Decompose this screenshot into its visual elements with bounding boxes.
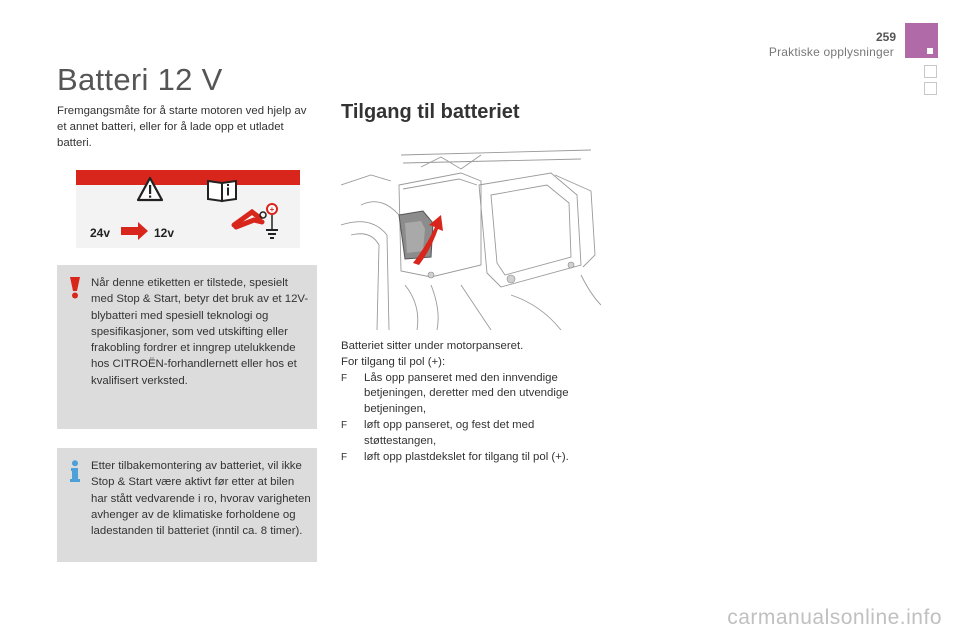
engine-bay-illustration bbox=[341, 145, 601, 330]
info-note bbox=[57, 448, 317, 562]
chapter-tab[interactable] bbox=[905, 23, 938, 58]
warning-note bbox=[57, 265, 317, 429]
pole-access-intro: For tilgang til pol (+): bbox=[341, 355, 446, 368]
location-text: Batteriet sitter under motorpanseret. bbox=[341, 340, 524, 352]
warning-note-text: Når denne etiketten er tilstede, spesielt med Stop & Start, betyr det bruk av et 12V-blybatteri med spesiell teknologi og spesifikasjoner, som ved utskifting eller frakobling fordrer et inngrep utelukkende hos CITROËN-forhandlernett eller hos et kvalifisert verksted. bbox=[91, 277, 309, 387]
page-number: 259 bbox=[875, 30, 896, 44]
section-title: Praktiske opplysninger bbox=[768, 45, 894, 59]
exclamation-icon bbox=[66, 277, 84, 299]
watermark-link[interactable]: carmanualsonline.info bbox=[727, 606, 942, 629]
section-heading: Tilgang til batteriet bbox=[341, 101, 520, 123]
page-title: Batteri 12 V bbox=[57, 62, 223, 97]
label-voltage-24v: 24v bbox=[90, 226, 111, 240]
instruction-step-text: løft opp plastdekslet for tilgang til pol (+). bbox=[364, 450, 569, 463]
instruction-step-text: Lås opp panseret med den innvendige betjeningen, deretter med den utvendige betjeningen, bbox=[364, 371, 569, 416]
bullet-icon: F bbox=[341, 451, 348, 463]
access-instructions bbox=[341, 339, 603, 465]
instruction-step bbox=[341, 371, 603, 418]
intro-paragraph: Fremgangsmåte for å starte motoren ved hjelp av et annet batteri, eller for å lade opp et utladet batteri. bbox=[57, 105, 307, 149]
bullet-icon: F bbox=[341, 419, 348, 431]
chapter-tab-empty[interactable] bbox=[924, 65, 937, 78]
instruction-step bbox=[341, 418, 603, 450]
info-icon bbox=[66, 460, 84, 482]
instruction-step bbox=[341, 450, 603, 466]
chapter-tab-empty[interactable] bbox=[924, 82, 937, 95]
tab-marker-icon bbox=[927, 48, 933, 54]
manual-book-icon bbox=[208, 181, 236, 201]
battery-warning-label-image bbox=[76, 170, 300, 248]
label-red-band bbox=[76, 170, 300, 185]
label-voltage-12v: 12v bbox=[154, 226, 175, 240]
bullet-icon: F bbox=[341, 372, 348, 384]
info-note-text: Etter tilbakemontering av batteriet, vil ikke Stop & Start være aktivt før etter at bilen har stått vedvarende i ro, hvorav varigheten avhenger av de klimatiske forholdene og ladestanden til batteriet (inntil ca. 8 timer). bbox=[91, 460, 311, 538]
instruction-step-text: løft opp panseret, og fest det med støttestangen, bbox=[364, 418, 535, 447]
svg-text:+: + bbox=[269, 205, 275, 214]
